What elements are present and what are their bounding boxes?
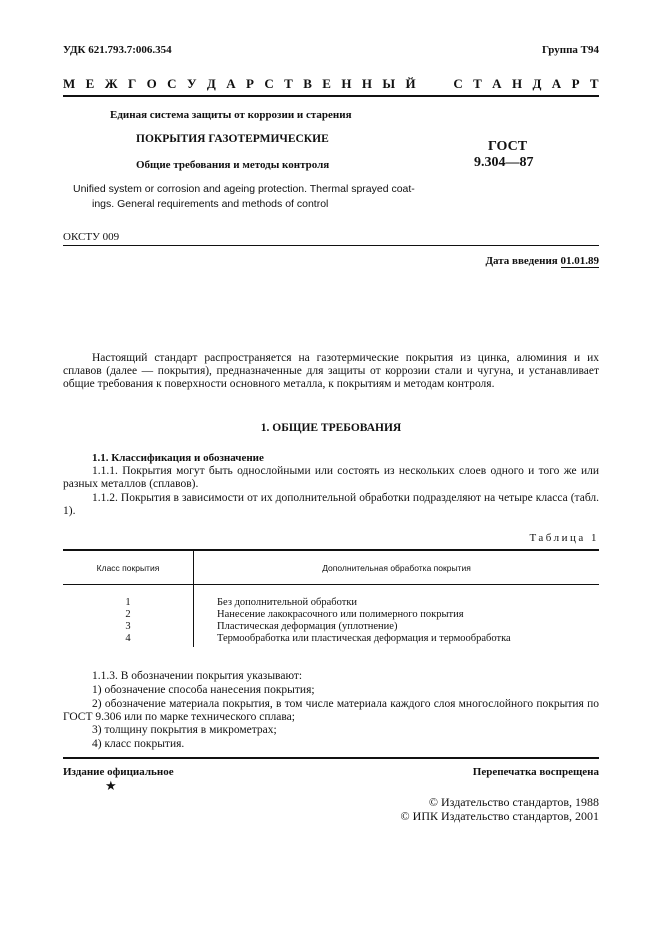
gost-number: 9.304—87 xyxy=(474,155,534,170)
subsection-heading: 1.1. Классификация и обозначение xyxy=(92,452,264,464)
intro-date-value: 01.01.89 xyxy=(560,255,599,267)
banner-letter: С xyxy=(453,76,463,91)
gost-label: ГОСТ xyxy=(488,139,528,154)
banner-letter: Е xyxy=(322,76,331,91)
paragraph-1-1-1: 1.1.1. Покрытия могут быть однослойными или состоять из нескольких слоев одного и того же или разных металлов (сплавов). xyxy=(63,465,599,491)
table-cell-treatment: Без дополнительной обработки xyxy=(217,597,358,608)
table-cell-class: 1 xyxy=(125,597,131,608)
table-cell-class: 4 xyxy=(125,633,131,644)
banner-letter: С xyxy=(264,76,274,91)
banner-letter: Н xyxy=(511,76,523,91)
table-caption: Таблица 1 xyxy=(529,532,599,544)
banner-letter: У xyxy=(186,76,197,91)
banner-letter: Г xyxy=(127,76,137,91)
banner-gap xyxy=(426,76,429,92)
document-title: ПОКРЫТИЯ ГАЗОТЕРМИЧЕСКИЕ xyxy=(136,133,329,145)
table-cell-treatment: Пластическая деформация (уплотнение) xyxy=(217,621,398,632)
designation-item-3: 3) толщину покрытия в микрометрах; xyxy=(92,724,277,736)
banner-letter: А xyxy=(226,76,236,91)
table-cell-treatment: Нанесение лакокрасочного или полимерного покрытия xyxy=(217,609,464,620)
banner-letter: Н xyxy=(341,76,352,91)
designation-item-2: 2) обозначение материала покрытия, в том числе материала каждого слоя многослойного покрытия по ГОСТ 9.306 или по марке технического сплава; xyxy=(63,698,599,724)
banner-letter: Р xyxy=(571,76,580,91)
banner-letter: О xyxy=(146,76,157,91)
reprint-forbidden: Перепечатка воспрещена xyxy=(472,766,599,778)
paragraph-1-1-2: 1.1.2. Покрытия в зависимости от их дополнительной обработки подразделяют на четыре класса (табл. 1). xyxy=(63,492,599,518)
okstu-rule xyxy=(63,245,599,246)
banner-letter: Д xyxy=(532,76,542,91)
banner-letter: Ж xyxy=(104,76,118,91)
banner-letter: А xyxy=(492,76,502,91)
banner-letter: Ы xyxy=(382,76,396,91)
intro-paragraph: Настоящий стандарт распространяется на газотермические покрытия из цинка, алюминия и их сплавов (далее — покрытия), предназначенные для защиты от коррозии стали и чугуна, и устанавливает общие требования к поверхности основного металла, к покрытиям и методам контроля. xyxy=(63,352,599,391)
table-header-treatment: Дополнительная обработка покрытия xyxy=(322,563,471,573)
okstu-code: ОКСТУ 009 xyxy=(63,231,120,243)
banner-letter: С xyxy=(167,76,177,91)
group-code: Группа Т94 xyxy=(541,44,599,56)
official-edition: Издание официальное xyxy=(63,766,174,778)
footer-rule xyxy=(63,757,599,759)
document-subtitle: Общие требования и методы контроля xyxy=(136,159,330,171)
english-title-line1: Unified system or corrosion and ageing protection. Thermal sprayed coat- xyxy=(73,183,415,195)
copyright-1988: © Издательство стандартов, 1988 xyxy=(428,795,599,809)
english-title-line2: ings. General requirements and methods of control xyxy=(92,198,329,210)
banner-letter: Н xyxy=(361,76,372,91)
udc-code: УДК 621.793.7:006.354 xyxy=(63,44,172,56)
banner-letter: Е xyxy=(85,76,95,91)
table-header-class: Класс покрытия xyxy=(96,563,160,573)
banner-letter: Т xyxy=(473,76,482,91)
table-cell-class: 2 xyxy=(125,609,131,620)
banner-letter: В xyxy=(303,76,312,91)
standard-banner xyxy=(63,76,599,92)
banner-letter: Т xyxy=(589,76,599,91)
banner-gap xyxy=(440,76,443,92)
intro-date xyxy=(485,255,599,268)
banner-letter: А xyxy=(551,76,562,91)
banner-rule xyxy=(63,95,599,97)
banner-letter: Т xyxy=(284,76,293,91)
table-cell-treatment: Термообработка или пластическая деформация и термообработка xyxy=(217,633,511,644)
banner-letter: М xyxy=(63,76,76,91)
designation-item-4: 4) класс покрытия. xyxy=(92,738,185,750)
system-name: Единая система защиты от коррозии и старения xyxy=(110,109,352,121)
paragraph-1-1-3: 1.1.3. В обозначении покрытия указывают: xyxy=(92,670,303,682)
banner-letter: Р xyxy=(246,76,254,91)
table-header-rule xyxy=(63,584,599,585)
star-icon: ★ xyxy=(105,778,117,793)
banner-letter: Й xyxy=(405,76,416,91)
copyright-2001: © ИПК Издательство стандартов, 2001 xyxy=(400,809,599,823)
section-heading: 1. ОБЩИЕ ТРЕБОВАНИЯ xyxy=(260,422,402,434)
table-top-rule xyxy=(63,549,599,551)
table-cell-class: 3 xyxy=(125,621,131,632)
intro-date-label: Дата введения xyxy=(485,255,561,267)
designation-item-1: 1) обозначение способа нанесения покрытия; xyxy=(92,684,315,696)
banner-letter: Д xyxy=(206,76,216,91)
standard-banner-letters xyxy=(63,76,599,92)
